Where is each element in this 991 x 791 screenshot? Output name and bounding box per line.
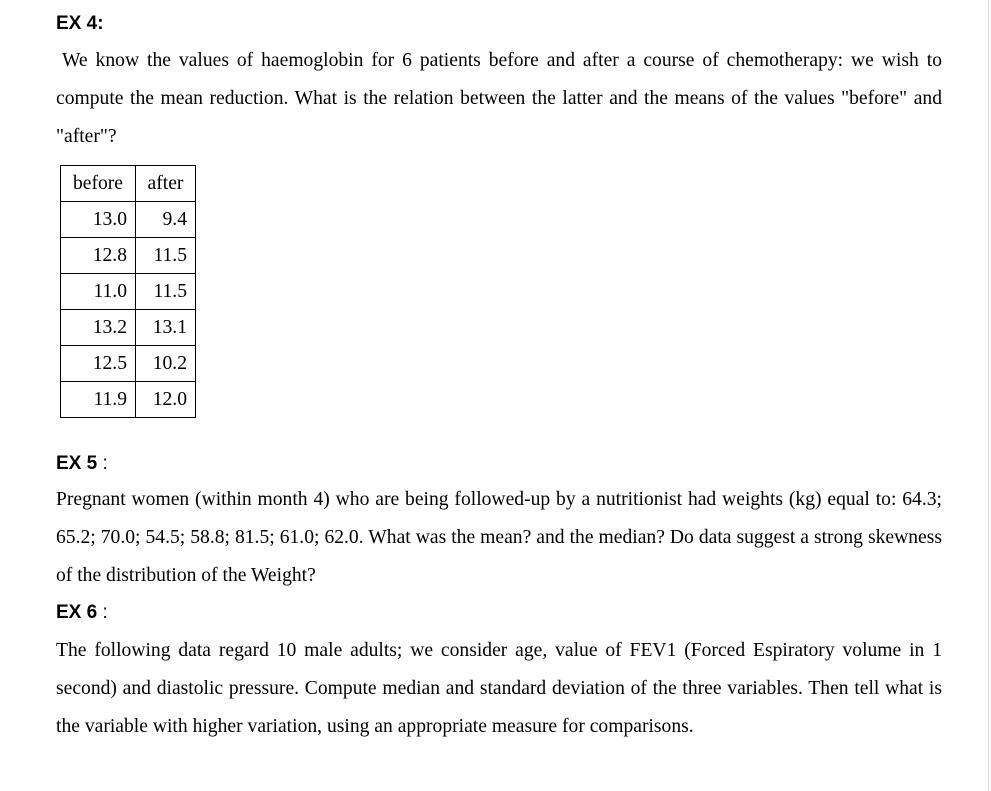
cell-after: 9.4 — [136, 202, 196, 238]
cell-after: 11.5 — [136, 238, 196, 274]
header-before: before — [61, 166, 136, 202]
cell-before: 12.5 — [61, 346, 136, 382]
table-row — [61, 274, 196, 310]
table-row — [61, 202, 196, 238]
ex4-heading-text: EX 4: — [56, 13, 104, 34]
cell-after: 13.1 — [136, 310, 196, 346]
cell-before: 12.8 — [61, 238, 136, 274]
ex6-heading-suffix: : — [97, 602, 108, 623]
header-after: after — [136, 166, 196, 202]
table-row — [61, 346, 196, 382]
ex6-text: The following data regard 10 male adults; we consider age, value of FEV1 (Forced Espiratory volume in 1 second) and diastolic pressure. Compute median and standard deviation of the three variables. Then tell what is the variable with higher variation, using an appropriate measure for comparisons. — [56, 640, 942, 737]
table-row — [61, 310, 196, 346]
cell-before: 11.9 — [61, 382, 136, 418]
ex6-heading — [56, 601, 108, 625]
ex4-heading — [56, 12, 104, 36]
cell-after: 10.2 — [136, 346, 196, 382]
cell-before: 11.0 — [61, 274, 136, 310]
cell-before: 13.2 — [61, 310, 136, 346]
page-edge-divider — [988, 0, 989, 791]
table-row — [61, 238, 196, 274]
ex6-heading-text: EX 6 — [56, 602, 98, 623]
cell-after: 11.5 — [136, 274, 196, 310]
haemoglobin-table — [60, 165, 196, 418]
ex5-heading-suffix: : — [97, 453, 108, 474]
cell-after: 12.0 — [136, 382, 196, 418]
ex5-heading — [56, 452, 108, 476]
ex5-text: Pregnant women (within month 4) who are being followed-up by a nutritionist had weights (kg) equal to: 64.3; 65.2; 70.0; 54.5; 58.8; 81.5; 61.0; 62.0. What was the mean? and the median? Do data suggest a strong skewness of the distribution of the Weight? — [56, 489, 942, 586]
ex5-heading-text: EX 5 — [56, 453, 98, 474]
table-row — [61, 382, 196, 418]
ex4-text: We know the values of haemoglobin for 6 patients before and after a course of chemotherapy: we wish to compute the mean reduction. What is the relation between the latter and the means of the values "before" and "after"? — [56, 50, 942, 147]
table-header-row — [61, 166, 196, 202]
cell-before: 13.0 — [61, 202, 136, 238]
